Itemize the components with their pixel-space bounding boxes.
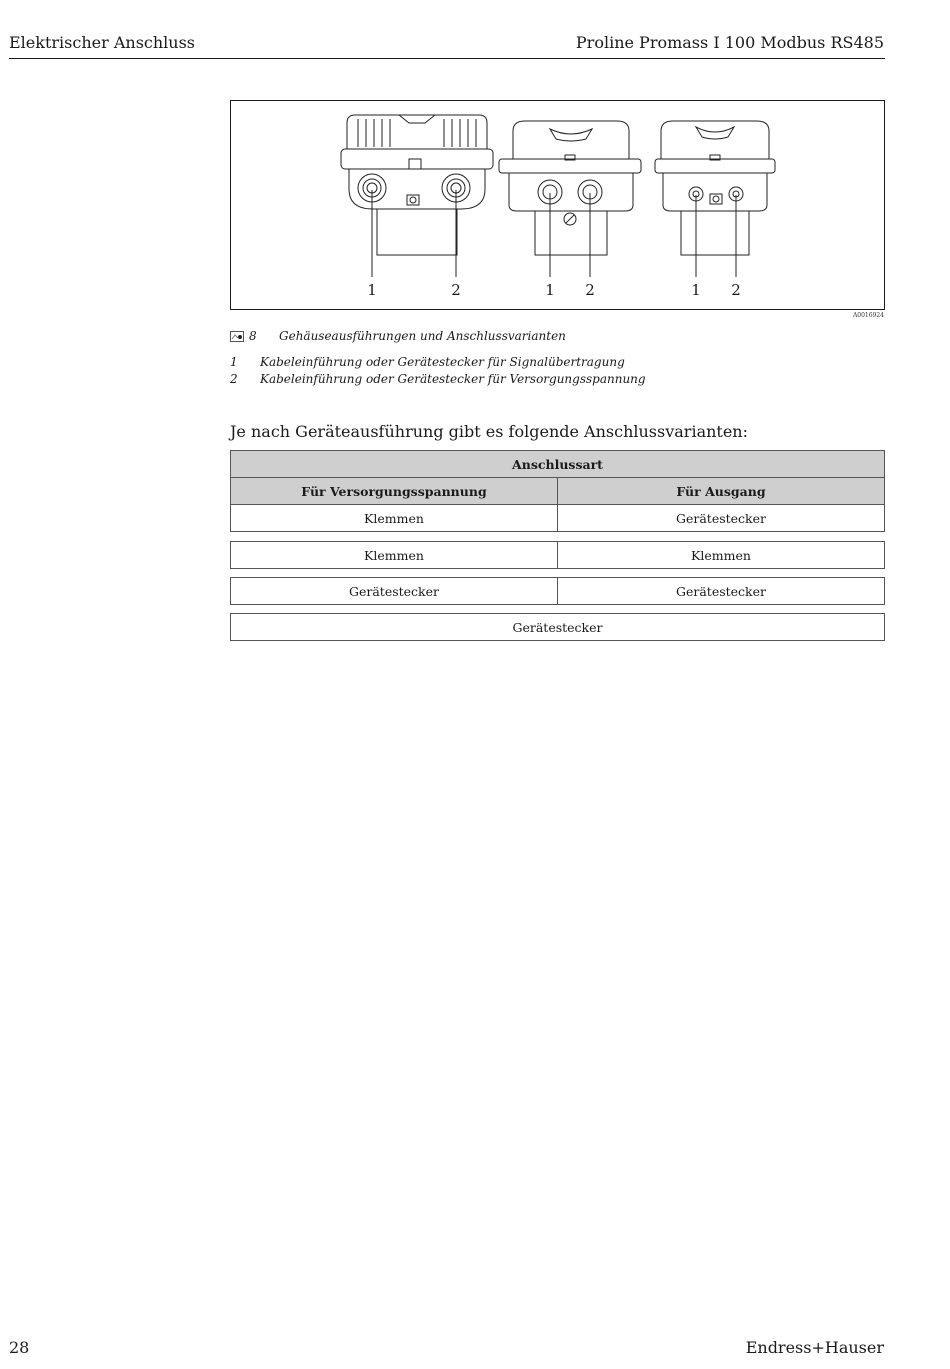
callout-1: 1 <box>691 281 701 299</box>
legend-key: 1 <box>230 355 238 369</box>
legend-key: 2 <box>230 372 238 386</box>
table-row <box>231 505 885 532</box>
table-cell: Klemmen <box>231 505 558 532</box>
table-cell: Klemmen <box>558 542 885 569</box>
table-row <box>231 542 885 569</box>
connection-table-row-3 <box>230 577 885 605</box>
callout-2: 2 <box>451 281 461 299</box>
header-rule <box>9 58 885 59</box>
legend-item <box>230 355 625 369</box>
legend-item <box>230 372 646 386</box>
callout-1: 1 <box>545 281 555 299</box>
column-header-supply: Für Versorgungsspannung <box>231 478 558 505</box>
column-header-output: Für Ausgang <box>558 478 885 505</box>
housing-variant-a <box>341 115 493 255</box>
intro-paragraph: Je nach Geräteausführung gibt es folgende Anschlussvarianten: <box>230 422 748 441</box>
connection-table-row-4 <box>230 613 885 641</box>
callout-2: 2 <box>585 281 595 299</box>
legend-text: Kabeleinführung oder Gerätestecker für Signalübertragung <box>260 355 625 369</box>
table-cell: Gerätestecker <box>558 578 885 605</box>
figure-caption <box>230 329 566 343</box>
page-number: 28 <box>9 1338 30 1357</box>
callout-2: 2 <box>731 281 741 299</box>
table-cell: Gerätestecker <box>231 614 885 641</box>
running-header-title: Proline Promass I 100 Modbus RS485 <box>575 33 884 52</box>
table-title: Anschlussart <box>231 451 885 478</box>
connection-table <box>230 450 885 532</box>
housing-drawing <box>231 101 884 309</box>
running-header-section: Elektrischer Anschluss <box>9 33 196 52</box>
figure-icon <box>230 331 244 342</box>
housing-variant-b <box>499 121 641 255</box>
figure-code: A0016924 <box>852 312 884 319</box>
figure-caption-text: Gehäuseausführungen und Anschlussvarianten <box>279 329 566 343</box>
figure-number: 8 <box>249 329 257 343</box>
table-cell: Gerätestecker <box>231 578 558 605</box>
table-cell: Gerätestecker <box>558 505 885 532</box>
legend-text: Kabeleinführung oder Gerätestecker für Versorgungsspannung <box>260 372 646 386</box>
callout-1: 1 <box>367 281 377 299</box>
housing-variant-c <box>655 121 775 255</box>
table-row <box>231 614 885 641</box>
brand-name: Endress+Hauser <box>745 1338 884 1357</box>
table-cell: Klemmen <box>231 542 558 569</box>
housing-figure <box>230 100 885 310</box>
table-row <box>231 578 885 605</box>
connection-table-row-2 <box>230 541 885 569</box>
